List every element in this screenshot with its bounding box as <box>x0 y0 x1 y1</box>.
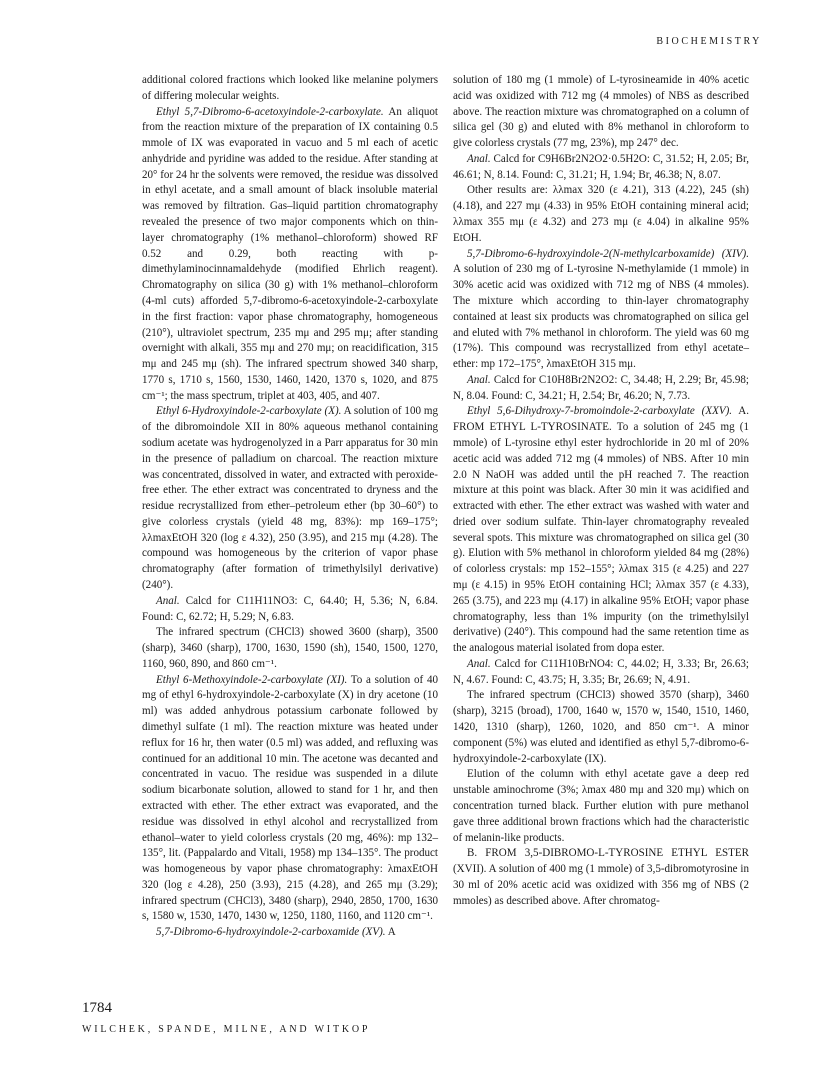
section-heading: Ethyl 5,6-Dihydroxy-7-bromoindole-2-carboxylate (XXV). <box>467 405 733 418</box>
section-heading: Anal. <box>467 152 491 165</box>
paragraph-text: A solution of 100 mg of the dibromoindole XII in 80% aqueous methanol containing sodium acetate was hydrogenolyzed in a Parr apparatus for 30 min in the presence of palladium on charcoal. The reaction mixture was concentrated, dissolved in water, and extracted with peroxide-free ether. The ether extract was concentrated to dryness and the residue recrystallized from ether–petroleum ether (bp 30–60°) to give colorless crystals (yield 48 mg, 83%): mp 169–175°; λλmaxEtOH 320 (log ε 4.32), 250 (3.95), and 215 mμ (4.28). The compound was homogeneous by the criterion of vapor phase chromatography (after formation of trimethylsilyl derivative) (240°). <box>142 405 438 591</box>
paragraph-text: A. FROM ETHYL L-TYROSINATE. To a solution of 245 mg (1 mmole) of L-tyrosine ethyl ester hydrochloride in 20 ml of 20% acetic acid was added 712 mg (4 mmoles) of NBS. After 10 min 2.0 N NaOH was added until the pH reached 7. The reaction mixture at this point was black. After 30 min it was acidified and extracted with ether. The ether extract was washed with water and dried over sodium sulfate. Thin-layer chromatography revealed several spots. This mixture was chromatographed on silica gel (30 g). Elution with 5% methanol in chloroform yielded 84 mg (28%) of colorless crystals: mp 152–155°; λλmax 315 (ε 4.25) and 227 mμ (ε 4.15) in 95% EtOH containing HCl; λλmax 357 (ε 4.33), 265 (3.75), and 223 mμ (4.17) in alkaline 95% EtOH; vapor phase chromatography, less than 1% impurity (on the trimethylsilyl derivative) (240°). This compound had the same retention time as the analogous material isolated from dopa ester. <box>453 405 749 655</box>
paragraph: Other results are: λλmax 320 (ε 4.21), 313 (4.22), 245 (sh) (4.18), and 227 mμ (4.33) in 95% EtOH containing mineral acid; λλmax 355 mμ (ε 4.32) and 273 mμ (ε 4.04) in alkaline 95% EtOH. <box>453 184 749 244</box>
paragraph <box>453 657 749 689</box>
paragraph: solution of 180 mg (1 mmole) of L-tyrosineamide in 40% acetic acid was oxidized with 712 mg (4 mmoles) of NBS as described above. The reaction mixture was chromatographed on a column of silica gel (30 g) and eluted with 8% methanol in chloroform to give colorless crystals (77 mg, 23%), mp 247° dec. <box>453 74 749 150</box>
section-heading: Ethyl 6-Methoxyindole-2-carboxylate (XI). <box>156 673 348 686</box>
paragraph <box>453 152 749 184</box>
paragraph-text: Calcd for C11H10BrNO4: C, 44.02; H, 3.33; Br, 26.63; N, 4.67. Found: C, 43.75; H, 3.35; Br, 26.69; N, 4.91. <box>453 657 749 686</box>
paragraph-text: A solution of 230 mg of L-tyrosine N-methylamide (1 mmole) in 30% acetic acid was oxidized with 712 mg of NBS (4 mmoles). The mixture which according to thin-layer chromatography contained at least six products was chromatographed on silica gel and eluted with 7% methanol in chloroform. The yield was 60 mg (17%). This compound was recrystallized from ethyl acetate–ether: mp 172–175°, λmaxEtOH 315 mμ. <box>453 263 749 371</box>
paragraph <box>453 373 749 405</box>
paragraph <box>453 404 749 657</box>
paragraph: Elution of the column with ethyl acetate gave a deep red unstable aminochrome (3%; λmax 480 mμ and 320 mμ) which on concentration turned black. Further elution with pure methanol gave three additional brown fractions which had the characteristic of melanin-like products. <box>453 768 749 844</box>
paragraph <box>142 594 438 626</box>
left-column <box>142 73 438 941</box>
paragraph <box>453 247 749 373</box>
paragraph-text: A <box>385 926 396 939</box>
section-heading: 5,7-Dibromo-6-hydroxyindole-2(N-methylcarboxamide) (XIV). <box>467 247 749 260</box>
section-heading: Anal. <box>467 373 491 386</box>
author-footer: WILCHEK, SPANDE, MILNE, AND WITKOP <box>82 1024 371 1035</box>
section-heading: Ethyl 6-Hydroxyindole-2-carboxylate (X). <box>156 405 342 418</box>
paragraph <box>142 673 438 926</box>
section-heading: Anal. <box>467 657 491 670</box>
paragraph: The infrared spectrum (CHCl3) showed 3600 (sharp), 3500 (sharp), 3460 (sharp), 1700, 1630, 1590 (sh), 1540, 1500, 1270, 1160, 960, 890, and 860 cm⁻¹. <box>142 626 438 670</box>
section-heading: Ethyl 5,7-Dibromo-6-acetoxyindole-2-carboxylate. <box>156 105 384 118</box>
paragraph-text: Calcd for C11H11NO3: C, 64.40; H, 5.36; N, 6.84. Found: C, 62.72; H, 5.29; N, 6.83. <box>142 594 438 623</box>
paragraph: B. FROM 3,5-DIBROMO-L-TYROSINE ETHYL ESTER (XVII). A solution of 400 mg (1 mmole) of 3,5-dibromotyrosine in 30 ml of 20% acetic acid was oxidized with 356 mg of NBS (2 mmoles) as described above. After chromatog- <box>453 847 749 907</box>
paragraph-text: An aliquot from the reaction mixture of the preparation of IX containing 0.5 mmole of IX was evaporated in vacuo and 5 ml each of acetic anhydride and pyridine was added to the residue. After standing at 20° for 24 hr the solvents were removed, the residue was dissolved in ethyl acetate, and a small amount of black insoluble material was removed by filtration. Gas–liquid partition chromatography revealed the presence of two major components which on thin-layer chromatography (1% methanol–chloroform) showed RF 0.52 and 0.29, both reacting with p-dimethylaminocinnamaldehyde (modified Ehrlich reagent). Chromatography on silica (30 g) with 1% methanol–chloroform (4-ml cuts) afforded 5,7-dibromo-6-acetoxyindole-2-carboxylate in the first fraction: vapor phase chromatography, homogeneous (210°), ultraviolet spectrum, 235 mμ and 295 mμ; after standing overnight with alkali, 355 mμ and 270 mμ; on reacidification, 315 mμ and 245 mμ (sh). The infrared spectrum showed 340 sharp, 1770 s, 1710 s, 1560, 1530, 1460, 1420, 1370 s, 1020, and 875 cm⁻¹; the mass spectrum, triplet at 403, 405, and 407. <box>142 105 438 402</box>
section-heading: Anal. <box>156 594 180 607</box>
paragraph <box>142 105 438 405</box>
paragraph <box>142 925 438 941</box>
paragraph: The infrared spectrum (CHCl3) showed 3570 (sharp), 3460 (sharp), 3215 (broad), 1700, 1640 w, 1570 w, 1540, 1510, 1460, 1420, 1310 (sharp), 1260, 1020, and 850 cm⁻¹. A minor component (5%) was eluted and identified as ethyl 5,7-dibromo-6-hydroxyindole-2-carboxylate (IX). <box>453 689 749 765</box>
paragraph-text: Calcd for C9H6Br2N2O2·0.5H2O: C, 31.52; H, 2.05; Br, 46.61; N, 8.14. Found: C, 31.21; H, 1.94; Br, 46.38; N, 8.07. <box>453 152 749 181</box>
paragraph: additional colored fractions which looked like melanine polymers of differing molecular weights. <box>142 74 438 102</box>
section-heading: 5,7-Dibromo-6-hydroxyindole-2-carboxamide (XV). <box>156 926 386 939</box>
paragraph-text: Calcd for C10H8Br2N2O2: C, 34.48; H, 2.29; Br, 45.98; N, 8.04. Found: C, 34.21; H, 2.54; Br, 46.20; N, 7.73. <box>453 373 749 402</box>
right-column <box>453 73 749 909</box>
running-head: BIOCHEMISTRY <box>656 36 762 47</box>
page-number: 1784 <box>82 1000 112 1016</box>
paragraph <box>142 404 438 593</box>
paragraph-text: To a solution of 40 mg of ethyl 6-hydroxyindole-2-carboxylate (X) in dry acetone (10 ml) was added anhydrous potassium carbonate followed by dimethyl sulfate (1 ml). The reaction mixture was heated under reflux for 16 hr, then water (0.5 ml) was added, and refluxing was continued for an additional 10 min. The acetone was decanted and concentrated in vacuo. The residue was suspended in a dilute sodium bicarbonate solution, allowed to stand for 1 hr, and then extracted with ether. The ether extract was evaporated, and the residue was dissolved in ethyl alcohol and recrystallized from ethanol–water to yield colorless crystals (20 mg, 46%): mp 132–135°, lit. (Pappalardo and Vitali, 1958) mp 134–135°. The product was homogeneous by vapor phase chromatography: λmaxEtOH 320 (log ε 4.28), 250 (3.93), 215 (4.28), and 265 mμ (3.29); infrared spectrum (CHCl3), 3480 (sharp), 2940, 2850, 1700, 1630 s, 1580 w, 1530, 1470, 1430 w, 1250, 1180, 1160, and 1120 cm⁻¹. <box>142 673 438 923</box>
